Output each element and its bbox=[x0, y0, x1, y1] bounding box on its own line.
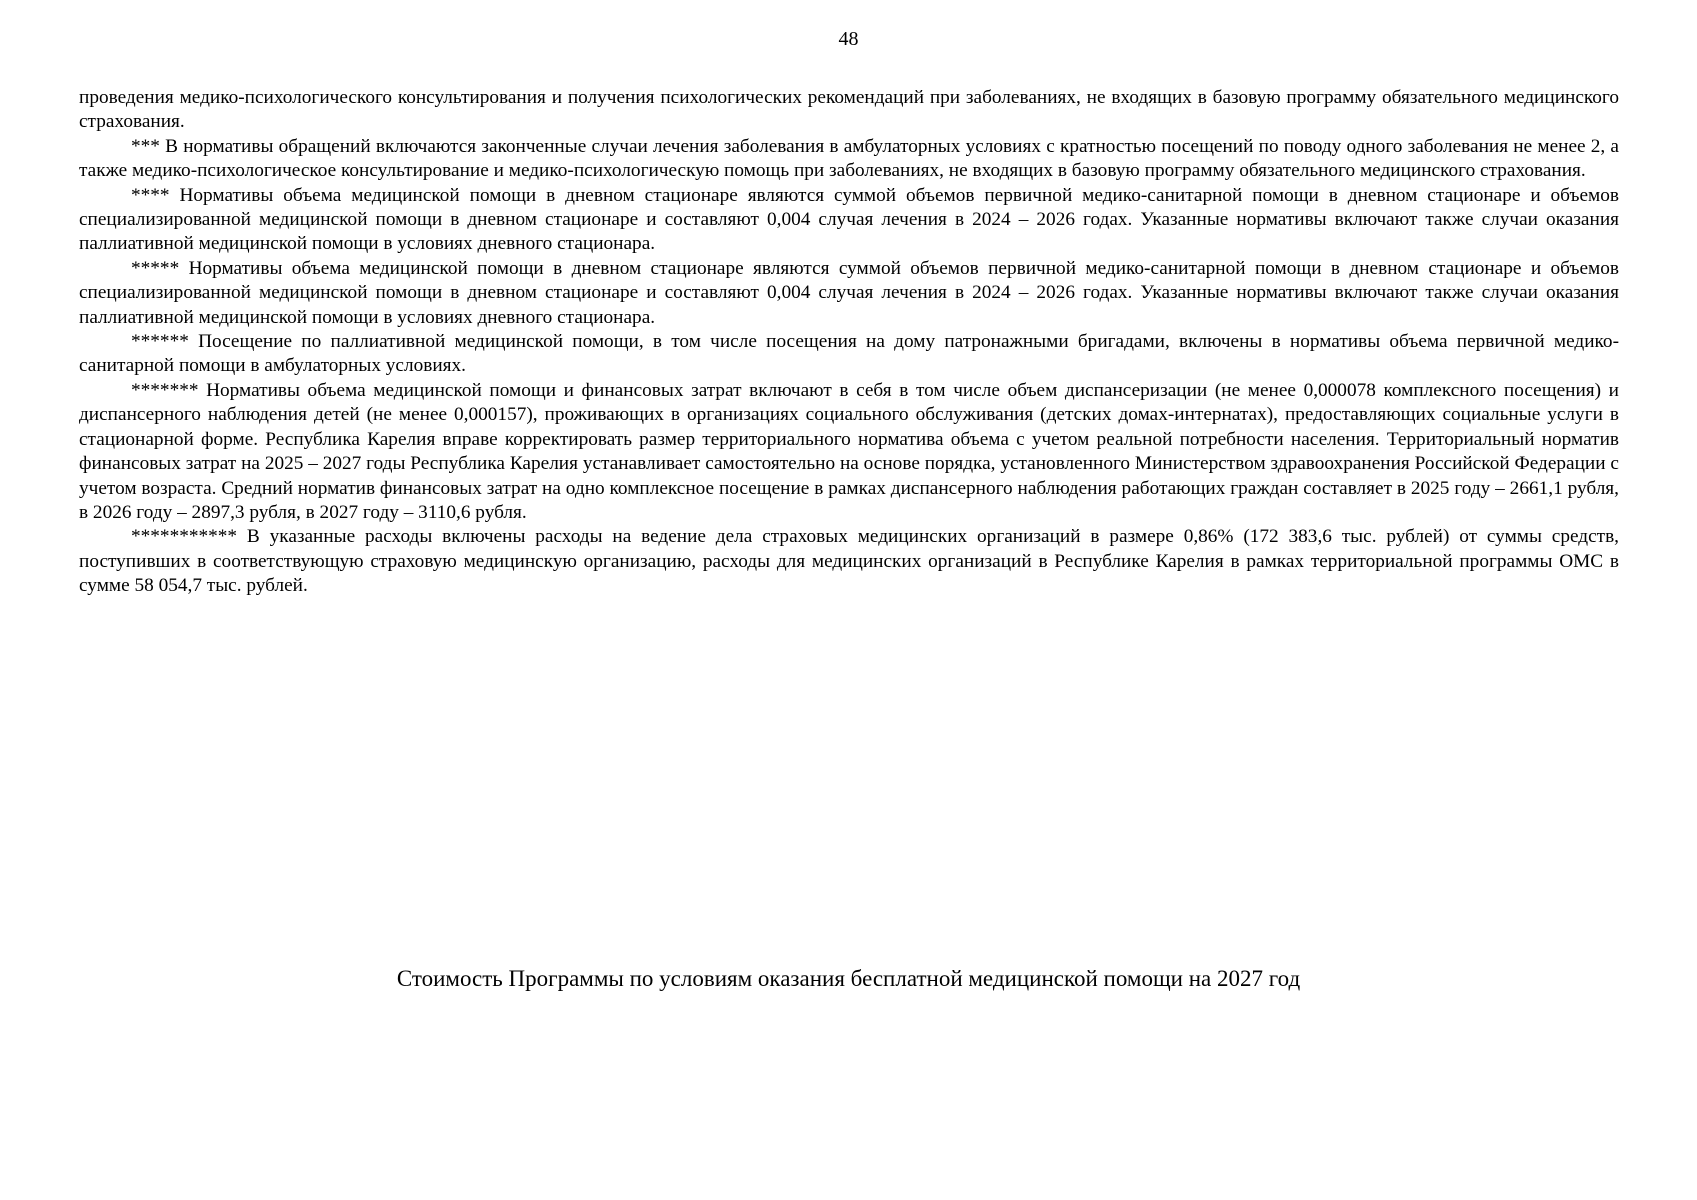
page-number: 48 bbox=[838, 28, 859, 50]
footnote-6-stars: ****** Посещение по паллиативной медицинской помощи, в том числе посещения на дому патронажными бригадами, включены в нормативы объема первичной медико-санитарной помощи в амбулаторных условиях. bbox=[79, 331, 1619, 377]
footnote-7-stars: ******* Нормативы объема медицинской помощи и финансовых затрат включают в себя в том числе объем диспансеризации (не менее 0,000078 комплексного посещения) и диспансерного наблюдения детей (не менее 0,000157), проживающих в организациях социального обслуживания (детских домах-интернатах), предоставляющих социальные услуги в стационарной форме. Республика Карелия вправе корректировать размер территориального норматива объема с учетом реальной потребности населения. Территориальный норматив финансовых затрат на 2025 – 2027 годы Республика Карелия устанавливает самостоятельно на основе порядка, установленного Министерством здравоохранения Российской Федерации с учетом возраста. Средний норматив финансовых затрат на одно комплексное посещение в рамках диспансерного наблюдения работающих граждан составляет в 2025 году – 2661,1 рубля, в 2026 году – 2897,3 рубля, в 2027 году – 3110,6 рубля. bbox=[79, 379, 1619, 523]
footnote-3-stars: *** В нормативы обращений включаются законченные случаи лечения заболевания в амбулаторных условиях с кратностью посещений по поводу одного заболевания не менее 2, а также медико-психологическое консультирование и медико-психологическую помощь при заболеваниях, не входящих в базовую программу обязательного медицинского страхования. bbox=[79, 135, 1619, 182]
footnote-4-stars: **** Нормативы объема медицинской помощи в дневном стационаре являются суммой объемов первичной медико-санитарной помощи в дневном стационаре и объемов специализированной медицинской помощи в дневном стационаре и составляют 0,004 случая лечения в 2024 – 2026 годах. Указанные нормативы включают также случаи оказания паллиативной медицинской помощи в условиях дневного стационара. bbox=[79, 184, 1619, 255]
footnotes-block bbox=[79, 86, 1619, 599]
section-title: Стоимость Программы по условиям оказания бесплатной медицинской помощи на 2027 год bbox=[396, 966, 1301, 991]
footnote-continuation: проведения медико-психологического консультирования и получения психологических рекомендаций при заболеваниях, не входящих в базовую программу обязательного медицинского страхования. bbox=[79, 87, 1619, 133]
footnote-11-stars: *********** В указанные расходы включены расходы на ведение дела страховых медицинских организаций в размере 0,86% (172 383,6 тыс. рублей) от суммы средств, поступивших в соответствующую страховую медицинскую организацию, расходы для медицинских организаций в Республике Карелия в рамках территориальной программы ОМС в сумме 58 054,7 тыс. рублей. bbox=[79, 526, 1619, 597]
footnote-5-stars: ***** Нормативы объема медицинской помощи в дневном стационаре являются суммой объемов первичной медико-санитарной помощи в дневном стационаре и объемов специализированной медицинской помощи в дневном стационаре и составляют 0,004 случая лечения в 2024 – 2026 годах. Указанные нормативы включают также случаи оказания паллиативной медицинской помощи в условиях дневного стационара. bbox=[79, 257, 1619, 328]
